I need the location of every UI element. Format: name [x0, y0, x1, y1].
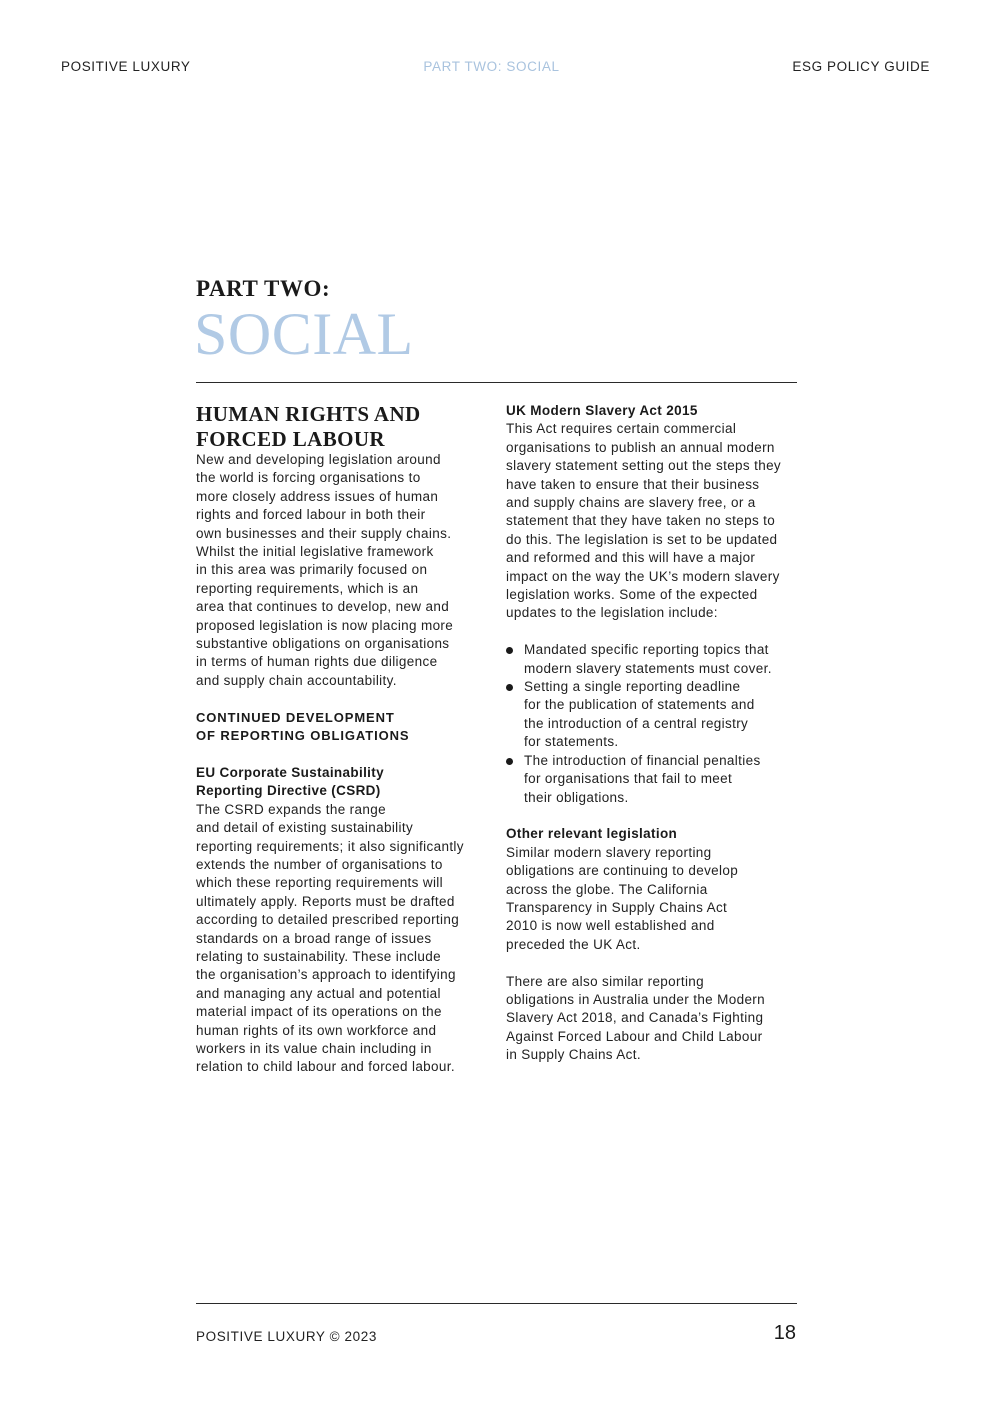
header-brand: POSITIVE LUXURY	[61, 59, 191, 74]
part-label: PART TWO:	[196, 276, 331, 301]
subheading-reporting-obligations: CONTINUED DEVELOPMENT OF REPORTING OBLIGATIONS	[196, 709, 410, 744]
intro-paragraph: New and developing legislation around the world is forcing organisations to more closely address issues of human rights and forced labour in both their own businesses and their supply chains. Whilst the initial legislative framework in this area was primarily focused on reporting requirements, which is an area that continues to develop, new and proposed legislation is now placing more substantive obligations on organisations in terms of human rights due diligence and supply chain accountability.	[196, 452, 454, 688]
bullet-icon	[506, 758, 513, 765]
other-legislation-heading: Other relevant legislation	[506, 826, 678, 842]
other-legislation-paragraph-2: There are also similar reporting obligations in Australia under the Modern Slavery Act 2018, and Canada’s Fighting Against Forced Labour and Child Labour in Supply Chains Act.	[506, 973, 766, 1063]
bullet-icon	[506, 684, 513, 691]
header-document-title: ESG POLICY GUIDE	[792, 59, 930, 74]
bullet-icon	[506, 647, 513, 654]
left-column	[196, 402, 484, 1077]
csrd-heading: EU Corporate Sustainability Reporting Directive (CSRD)	[196, 764, 384, 799]
section-title: HUMAN RIGHTS AND FORCED LABOUR	[196, 402, 421, 451]
header-section: PART TWO: SOCIAL	[423, 59, 560, 74]
part-title: SOCIAL	[194, 301, 414, 367]
bottom-divider	[196, 1303, 797, 1304]
page-number: 18	[773, 1322, 796, 1344]
footer-copyright: POSITIVE LUXURY © 2023	[196, 1329, 377, 1344]
list-item: Mandated specific reporting topics that modern slavery statements must cover.	[506, 641, 802, 678]
top-divider	[196, 382, 797, 383]
right-column	[506, 402, 802, 1065]
list-item: The introduction of financial penalties for organisations that fail to meet their obligations.	[506, 752, 802, 807]
csrd-paragraph: The CSRD expands the range and detail of existing sustainability reporting requirements; it also significantly extends the number of organisations to which these reporting requirements will ultimately apply. Reports must be drafted according to detailed prescribed reporting standards on a broad range of issues relating to sustainability. These include the organisation’s approach to identifying and managing any actual and potential material impact of its operations on the human rights of its own workforce and workers in its value chain including in relation to child labour and forced labour.	[196, 801, 464, 1075]
expected-updates-list	[506, 641, 802, 807]
uk-act-heading: UK Modern Slavery Act 2015	[506, 403, 698, 418]
list-item: Setting a single reporting deadline for the publication of statements and the introduction of a central registry for statements.	[506, 678, 802, 752]
uk-act-paragraph: This Act requires certain commercial organisations to publish an annual modern slavery statement setting out the steps they have taken to ensure that their business and supply chains are slavery free, or a statement that they have taken no steps to do this. The legislation is set to be updated and reformed and this will have a major impact on the way the UK’s modern slavery legislation works. Some of the expected updates to the legislation include:	[506, 421, 782, 621]
other-legislation-paragraph-1: Similar modern slavery reporting obligations are continuing to develop across the globe. The California Transparency in Supply Chains Act 2010 is now well established and preceded the UK Act.	[506, 844, 739, 952]
